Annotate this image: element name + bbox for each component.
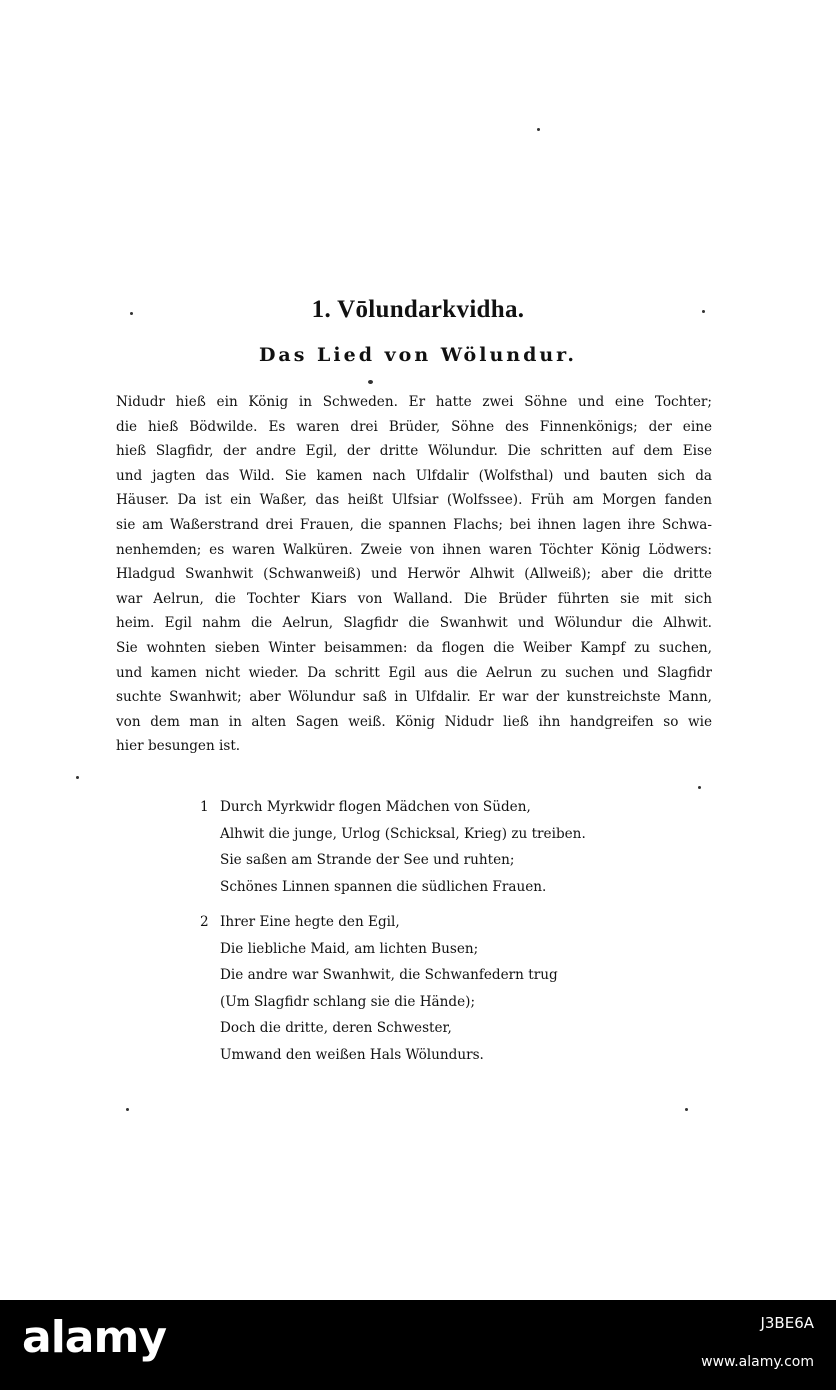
prose-line: suchte Swanhwit; aber Wölundur saß in Ulfdalir. Er war der kunstreichste Mann,	[116, 689, 712, 706]
verse-line	[200, 936, 558, 963]
verse-line	[200, 874, 586, 901]
prose-line: hieß Slagfidr, der andre Egil, der dritte Wölundur. Die schritten auf dem Eise	[116, 443, 712, 460]
prose-line: und jagten das Wild. Sie kamen nach Ulfdalir (Wolfsthal) und bauten sich da	[116, 467, 712, 484]
brand-logo: alamy	[22, 1312, 166, 1363]
verse-text: (Um Slagfidr schlang sie die Hände);	[220, 993, 476, 1010]
chapter-subtitle: Das Lied von Wölundur.	[258, 344, 578, 366]
verse-text: Alhwit die junge, Urlog (Schicksal, Krieg) zu treiben.	[220, 825, 586, 842]
prose-line: nenhemden; es waren Walküren. Zweie von ihnen waren Töchter König Lödwers:	[116, 541, 712, 558]
print-speck	[126, 1108, 129, 1111]
prose-line: Häuser. Da ist ein Waßer, das heißt Ulfsiar (Wolfssee). Früh am Morgen fanden	[116, 492, 712, 509]
prose-line: sie am Waßerstrand drei Frauen, die spannen Flachs; bei ihnen lagen ihre Schwa-	[116, 516, 712, 533]
prose-line: die hieß Bödwilde. Es waren drei Brüder, Söhne des Finnenkönigs; der eine	[116, 418, 712, 435]
stanza-number: 2	[200, 914, 209, 930]
site-url: www.alamy.com	[701, 1354, 814, 1370]
prose-line: von dem man in alten Sagen weiß. König Nidudr ließ ihn handgreifen so wie	[116, 713, 712, 730]
verse-line	[200, 1015, 558, 1042]
verse-text: Umwand den weißen Hals Wölundurs.	[220, 1046, 484, 1063]
prose-paragraph	[116, 390, 712, 759]
verse-stanza	[200, 794, 586, 900]
verse-line	[200, 794, 586, 821]
verse-text: Die andre war Swanhwit, die Schwanfedern trug	[220, 967, 558, 983]
verse-text: Ihrer Eine hegte den Egil,	[220, 914, 400, 930]
chapter-title: 1. Vōlundarkvidha.	[311, 296, 525, 323]
verse-text: Durch Myrkwidr flogen Mädchen von Süden,	[220, 799, 531, 815]
prose-line: war Aelrun, die Tochter Kiars von Walland. Die Brüder führten sie mit sich	[116, 590, 712, 607]
print-speck	[698, 786, 701, 789]
print-speck	[368, 380, 373, 384]
prose-line: hier besungen ist.	[116, 738, 241, 755]
verse-text: Die liebliche Maid, am lichten Busen;	[220, 940, 479, 957]
prose-line: und kamen nicht wieder. Da schritt Egil aus die Aelrun zu suchen und Slagfidr	[116, 664, 712, 681]
verse-text: Doch die dritte, deren Schwester,	[220, 1020, 452, 1036]
verse-line	[200, 989, 558, 1016]
verse-text: Sie saßen am Strande der See und ruhten;	[220, 852, 515, 868]
prose-line: Sie wohnten sieben Winter beisammen: da flogen die Weiber Kampf zu suchen,	[116, 639, 712, 656]
watermark-bar	[0, 1300, 836, 1390]
verse-line	[200, 962, 558, 989]
verse-line	[200, 1042, 558, 1069]
verse-stanza	[200, 909, 558, 1068]
verse-line	[200, 821, 586, 848]
verse-line	[200, 909, 558, 936]
prose-line: heim. Egil nahm die Aelrun, Slagfidr die Swanhwit und Wölundur die Alhwit.	[116, 615, 712, 632]
print-speck	[537, 128, 540, 131]
verse-line	[200, 847, 586, 874]
prose-line: Hladgud Swanhwit (Schwanweiß) und Herwör Alhwit (Allweiß); aber die dritte	[116, 566, 712, 583]
stanza-number: 1	[200, 799, 209, 815]
verse-text: Schönes Linnen spannen die südlichen Frauen.	[220, 878, 547, 895]
print-speck	[685, 1108, 688, 1111]
prose-line: Nidudr hieß ein König in Schweden. Er hatte zwei Söhne und eine Tochter;	[116, 394, 712, 410]
image-code: J3BE6A	[760, 1314, 814, 1332]
print-speck	[76, 776, 79, 779]
